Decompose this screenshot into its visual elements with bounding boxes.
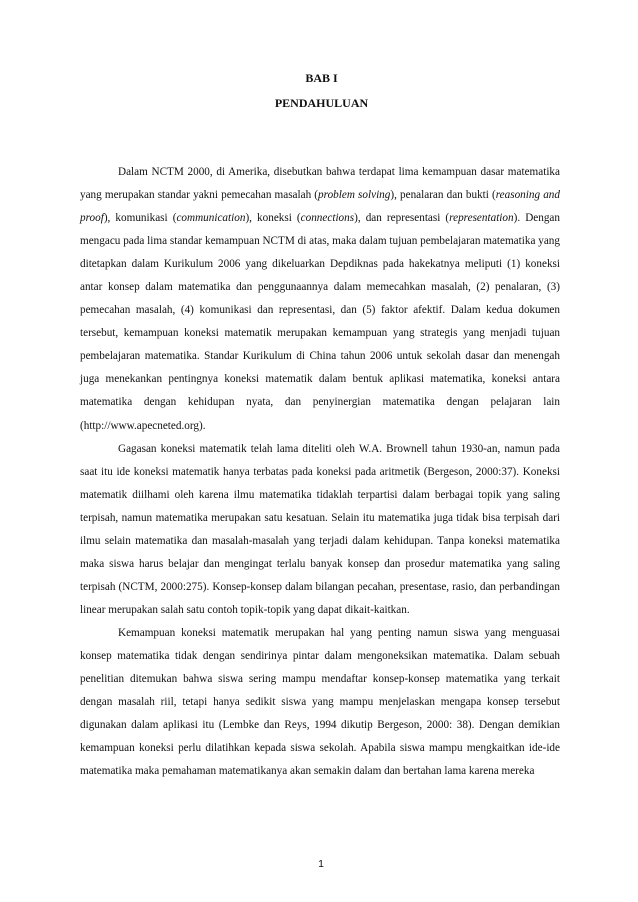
italic-term: communication [176,212,246,225]
text-span: Gagasan koneksi matematik telah lama diteliti oleh W.A. Brownell tahun 1930-an, namun pada saat itu ide koneksi matematik hanya terbatas pada koneksi pada aritmetik (Bergeson, 2000:37). Koneksi matematik diilhami oleh karena ilmu matematika tidaklah terpartisi dalam berbagai topik yang saling terpisah, namun matematika merupakan satu kesatuan. Selain itu matematika juga tidak bisa terpisah dari ilmu selain matematika dan masalah-masalah yang terjadi dalam kehidupan. Tanpa koneksi matematika maka siswa harus belajar dan mengingat terlalu banyak konsep dan prosedur matematika yang saling terpisah (NCTM, 2000:275). Konsep-konsep dalam bilangan pecahan, presentase, rasio, dan perbandingan linear merupakan salah satu contoh topik-topik yang dapat dikait-kaitkan. [80,442,560,616]
chapter-title: PENDAHULUAN [274,96,369,110]
page-number: 1 [318,858,324,870]
text-span: ), komunikasi ( [103,212,177,225]
italic-term: problem solving [318,189,391,202]
italic-term: reasoning and proof [80,189,560,225]
paragraph-1 [80,161,560,438]
italic-term: connections [300,212,355,225]
text-span: ), dan representasi ( [354,212,450,225]
italic-term: representation [449,212,514,225]
text-span: ), koneksi ( [245,212,301,225]
chapter-number: BAB I [305,71,338,85]
paragraph-3 [80,622,560,783]
text-span: Dalam NCTM 2000, di Amerika, disebutkan bahwa terdapat lima kemampuan dasar matematika yang merupakan standar yakni pemecahan masalah ( [80,166,560,202]
body-text [80,161,560,783]
text-span: Kemampuan koneksi matematik merupakan hal yang penting namun siswa yang menguasai konsep matematika tidak dengan sendirinya pintar dalam mengoneksikan matematika. Dalam sebuah penelitian ditemukan bahwa siswa sering mampu mendaftar konsep-konsep matematika yang terkait dengan masalah riil, tetapi hanya sedikit siswa yang mampu menjelaskan mengapa konsep tersebut digunakan dalam aplikasi itu (Lembke dan Reys, 1994 dikutip Bergeson, 2000: 38). Dengan demikian kemampuan koneksi perlu dilatihkan kepada siswa sekolah. Apabila siswa mampu mengkaitkan ide-ide matematika maka pemahaman matematikanya akan semakin dalam dan bertahan lama karena mereka [80,626,560,778]
paragraph-2 [80,438,560,622]
text-span: ). Dengan mengacu pada lima standar kemampuan NCTM di atas, maka dalam tujuan pembelajaran matematika yang ditetapkan dalam Kurikulum 2006 yang dikeluarkan Depdiknas pada hakekatnya meliputi (1) koneksi antar konsep dalam matematika dan penggunaannya dalam memecahkan masalah, (2) penalaran, (3) pemecahan masalah, (4) komunikasi dan representasi, dan (5) faktor afektif. Dalam kedua dokumen tersebut, kemampuan koneksi matematik merupakan kemampuan yang strategis yang menjadi tujuan pembelajaran matematika. Standar Kurikulum di China tahun 2006 untuk sekolah dasar dan menengah juga menekankan pentingnya koneksi matematik dalam bentuk aplikasi matematika, koneksi antara matematika dengan kehidupan nyata, dan penyinergian matematika dengan pelajaran lain (http://www.apecneted.org). [80,212,560,432]
text-span: ), penalaran dan bukti ( [390,189,496,202]
